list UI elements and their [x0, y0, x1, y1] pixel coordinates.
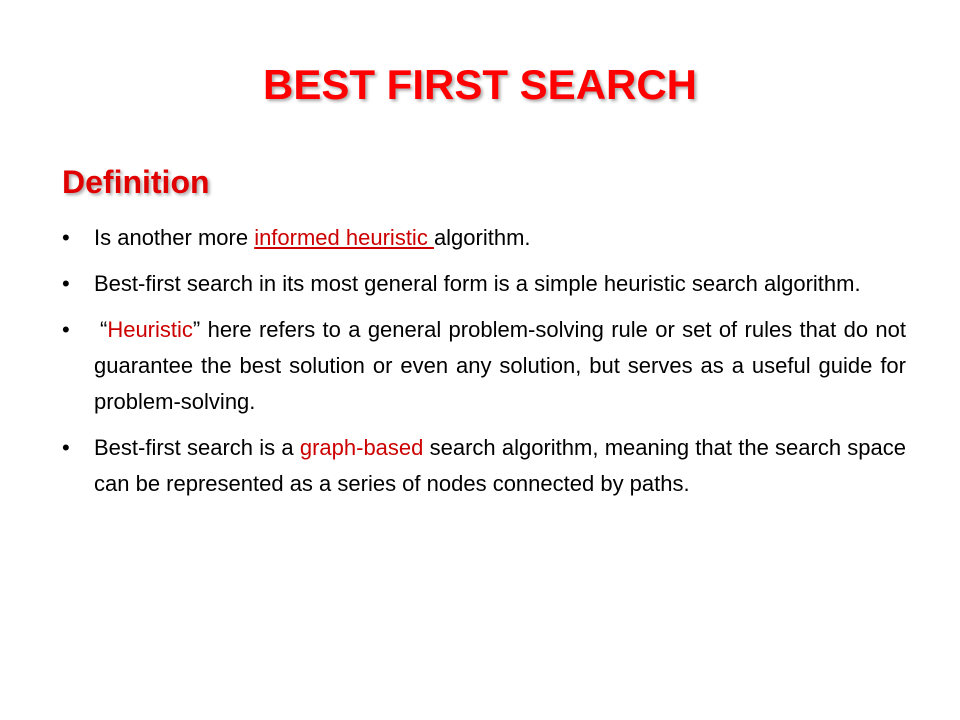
bullet-icon: • [62, 271, 70, 296]
bullet-icon: • [62, 225, 70, 250]
bullet-text: algorithm. [433, 225, 531, 250]
emphasized-term: informed heuristic [254, 225, 434, 250]
bullet-text: Is another more [94, 225, 255, 250]
bullet-item [62, 430, 906, 502]
bullet-item [62, 312, 906, 420]
bullet-text: search algorithm, meaning that the search space can be represented as a series of nodes connected by paths. [94, 435, 906, 496]
bullet-icon: • [62, 317, 70, 342]
bullet-text: ” here refers to a general problem-solving rule or set of rules that do not guarantee the best solution or even any solution, but serves as a useful guide for problem-solving. [94, 317, 906, 414]
bullet-item [62, 266, 906, 302]
slide-title: BEST FIRST SEARCH [262, 61, 698, 108]
bullet-text: Best-first search is a [94, 435, 300, 460]
bullet-text: “ [100, 317, 108, 342]
bullet-list [62, 220, 906, 512]
definition-heading: Definition [62, 164, 210, 200]
bullet-icon: • [62, 435, 70, 460]
emphasized-term: Heuristic [107, 317, 193, 342]
bullet-text: Best-first search in its most general form is a simple heuristic search algorithm. [94, 271, 861, 296]
bullet-item [62, 220, 906, 256]
emphasized-term: graph-based [299, 435, 424, 460]
